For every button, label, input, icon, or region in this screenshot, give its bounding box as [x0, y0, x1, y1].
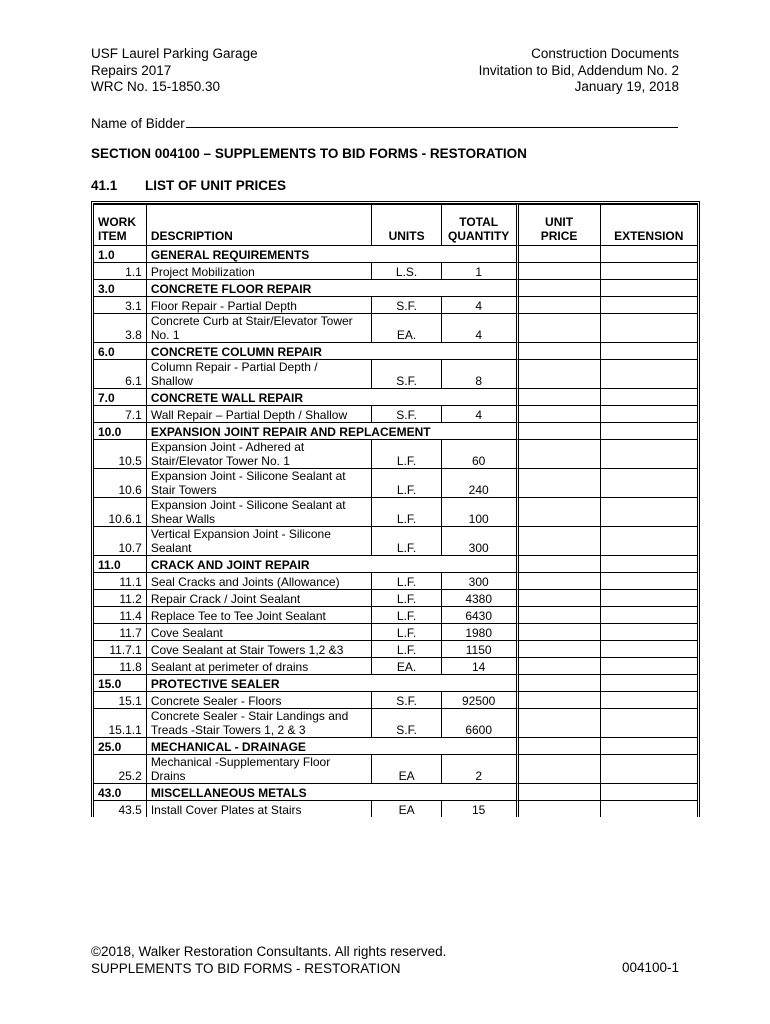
category-title: CONCRETE FLOOR REPAIR [146, 279, 372, 296]
category-title: EXPANSION JOINT REPAIR AND REPLACEMENT [146, 422, 516, 439]
unit-price-cell[interactable] [516, 691, 600, 708]
item-number: 10.6 [94, 468, 146, 497]
item-units: EA. [371, 657, 440, 674]
empty-cell [371, 342, 440, 359]
category-row [94, 737, 697, 754]
category-row [94, 245, 697, 262]
table-row [94, 262, 697, 279]
header-work-item: WORK ITEM [94, 204, 146, 245]
empty-cell [441, 279, 516, 296]
unit-price-cell[interactable] [516, 405, 600, 422]
item-quantity: 100 [441, 497, 516, 526]
extension-cell[interactable] [600, 783, 697, 800]
extension-cell[interactable] [600, 342, 697, 359]
item-units: L.F. [371, 439, 440, 468]
unit-price-cell[interactable] [516, 606, 600, 623]
table-row [94, 359, 697, 388]
category-title: CONCRETE WALL REPAIR [146, 388, 372, 405]
header-units: UNITS [371, 204, 440, 245]
item-quantity: 6600 [441, 708, 516, 737]
item-description: Concrete Curb at Stair/Elevator Tower No. 1 [146, 313, 372, 342]
unit-price-cell[interactable] [516, 657, 600, 674]
extension-cell[interactable] [600, 388, 697, 405]
item-number: 1.1 [94, 262, 146, 279]
item-description: Install Cover Plates at Stairs [146, 800, 372, 817]
table-row [94, 468, 697, 497]
item-units: S.F. [371, 296, 440, 313]
item-number: 6.1 [94, 359, 146, 388]
item-units: EA. [371, 313, 440, 342]
unit-price-cell[interactable] [516, 262, 600, 279]
empty-cell [441, 737, 516, 754]
item-number: 11.2 [94, 589, 146, 606]
item-number: 11.7.1 [94, 640, 146, 657]
item-quantity: 4380 [441, 589, 516, 606]
unit-price-cell[interactable] [516, 572, 600, 589]
item-quantity: 300 [441, 526, 516, 555]
empty-cell [441, 388, 516, 405]
unit-price-cell[interactable] [516, 555, 600, 572]
subsection-title [91, 178, 286, 193]
category-row [94, 279, 697, 296]
unit-price-cell[interactable] [516, 589, 600, 606]
item-quantity: 92500 [441, 691, 516, 708]
extension-cell[interactable] [600, 296, 697, 313]
item-units: L.F. [371, 526, 440, 555]
item-number: 10.6.1 [94, 497, 146, 526]
extension-cell[interactable] [600, 606, 697, 623]
bidder-name-line[interactable] [186, 114, 678, 128]
item-quantity: 1 [441, 262, 516, 279]
bidder-name-field [91, 114, 678, 131]
item-units: S.F. [371, 691, 440, 708]
header-extension: EXTENSION [600, 204, 697, 245]
subsection-label: LIST OF UNIT PRICES [145, 178, 287, 193]
item-units: L.F. [371, 572, 440, 589]
item-description: Seal Cracks and Joints (Allowance) [146, 572, 372, 589]
page-number: 004100-1 [621, 960, 679, 975]
unit-price-cell[interactable] [516, 313, 600, 342]
category-number: 10.0 [94, 422, 146, 439]
table-row [94, 439, 697, 468]
category-number: 7.0 [94, 388, 146, 405]
unit-price-cell[interactable] [516, 623, 600, 640]
item-units: L.F. [371, 623, 440, 640]
unit-price-cell[interactable] [516, 497, 600, 526]
table-row [94, 800, 697, 817]
extension-cell[interactable] [600, 657, 697, 674]
extension-cell[interactable] [600, 405, 697, 422]
item-description: Floor Repair - Partial Depth [146, 296, 372, 313]
item-quantity: 4 [441, 313, 516, 342]
extension-cell[interactable] [600, 754, 697, 783]
item-description: Cove Sealant at Stair Towers 1,2 &3 [146, 640, 372, 657]
extension-cell[interactable] [600, 313, 697, 342]
extension-cell[interactable] [600, 245, 697, 262]
extension-cell[interactable] [600, 279, 697, 296]
extension-cell[interactable] [600, 439, 697, 468]
table-row [94, 296, 697, 313]
unit-price-cell[interactable] [516, 342, 600, 359]
item-number: 15.1.1 [94, 708, 146, 737]
item-description: Expansion Joint - Adhered at Stair/Elevator Tower No. 1 [146, 439, 372, 468]
unit-price-cell[interactable] [516, 388, 600, 405]
item-number: 7.1 [94, 405, 146, 422]
unit-price-cell[interactable] [516, 754, 600, 783]
item-quantity: 1150 [441, 640, 516, 657]
item-units: L.F. [371, 640, 440, 657]
item-quantity: 60 [441, 439, 516, 468]
item-number: 10.7 [94, 526, 146, 555]
extension-cell[interactable] [600, 262, 697, 279]
extension-cell[interactable] [600, 691, 697, 708]
empty-cell [371, 737, 440, 754]
item-quantity: 4 [441, 296, 516, 313]
addendum-label: Invitation to Bid, Addendum No. 2 [478, 62, 679, 78]
item-units: EA [371, 800, 440, 817]
item-number: 11.7 [94, 623, 146, 640]
table-row [94, 754, 697, 783]
category-number: 43.0 [94, 783, 146, 800]
empty-cell [371, 279, 440, 296]
category-row [94, 555, 697, 572]
category-row [94, 422, 697, 439]
header-description: DESCRIPTION [146, 204, 372, 245]
item-number: 11.1 [94, 572, 146, 589]
item-quantity: 8 [441, 359, 516, 388]
extension-cell[interactable] [600, 468, 697, 497]
extension-cell[interactable] [600, 359, 697, 388]
item-description: Cove Sealant [146, 623, 372, 640]
header-total-quantity: TOTAL QUANTITY [441, 204, 516, 245]
table-row [94, 572, 697, 589]
empty-cell [371, 783, 440, 800]
unit-price-cell[interactable] [516, 800, 600, 817]
project-name: USF Laurel Parking Garage [91, 46, 258, 61]
category-number: 11.0 [94, 555, 146, 572]
extension-cell[interactable] [600, 555, 697, 572]
subsection-number: 41.1 [91, 178, 118, 193]
unit-price-cell[interactable] [516, 674, 600, 691]
extension-cell[interactable] [600, 572, 697, 589]
unit-price-cell[interactable] [516, 296, 600, 313]
item-number: 43.5 [94, 800, 146, 817]
empty-cell [441, 674, 516, 691]
table-row [94, 640, 697, 657]
category-number: 3.0 [94, 279, 146, 296]
category-title: MISCELLANEOUS METALS [146, 783, 372, 800]
document-type: Construction Documents [531, 46, 679, 61]
table-row [94, 497, 697, 526]
item-quantity: 6430 [441, 606, 516, 623]
bidder-label: Name of Bidder [91, 116, 185, 131]
item-units: L.F. [371, 589, 440, 606]
header-project-info [91, 46, 258, 96]
empty-cell [441, 342, 516, 359]
item-description: Column Repair - Partial Depth / Shallow [146, 359, 372, 388]
unit-price-cell[interactable] [516, 279, 600, 296]
item-description: Mechanical -Supplementary Floor Drains [146, 754, 372, 783]
item-quantity: 14 [441, 657, 516, 674]
project-number: WRC No. 15-1850.30 [91, 79, 221, 94]
extension-cell[interactable] [600, 737, 697, 754]
empty-cell [441, 783, 516, 800]
item-description: Expansion Joint - Silicone Sealant at Shear Walls [146, 497, 372, 526]
extension-cell[interactable] [600, 800, 697, 817]
category-title: MECHANICAL - DRAINAGE [146, 737, 372, 754]
table-row [94, 405, 697, 422]
unit-price-cell[interactable] [516, 245, 600, 262]
table-row [94, 606, 697, 623]
item-quantity: 2 [441, 754, 516, 783]
extension-cell[interactable] [600, 526, 697, 555]
item-units: S.F. [371, 708, 440, 737]
item-description: Repair Crack / Joint Sealant [146, 589, 372, 606]
header-unit-price: UNIT PRICE [516, 204, 600, 245]
table-row [94, 313, 697, 342]
item-description: Sealant at perimeter of drains [146, 657, 372, 674]
empty-cell [371, 674, 440, 691]
category-number: 1.0 [94, 245, 146, 262]
item-number: 25.2 [94, 754, 146, 783]
footer [91, 944, 446, 977]
document-date: January 19, 2018 [574, 79, 679, 94]
category-row [94, 674, 697, 691]
extension-cell[interactable] [600, 623, 697, 640]
table-row [94, 526, 697, 555]
item-quantity: 4 [441, 405, 516, 422]
unit-price-cell[interactable] [516, 737, 600, 754]
item-description: Concrete Sealer - Floors [146, 691, 372, 708]
unit-price-cell[interactable] [516, 783, 600, 800]
table-row [94, 623, 697, 640]
item-description: Concrete Sealer - Stair Landings and Treads -Stair Towers 1, 2 & 3 [146, 708, 372, 737]
empty-cell [371, 388, 440, 405]
item-number: 10.5 [94, 439, 146, 468]
extension-cell[interactable] [600, 497, 697, 526]
table-row [94, 708, 697, 737]
category-title: CRACK AND JOINT REPAIR [146, 555, 372, 572]
extension-cell[interactable] [600, 589, 697, 606]
category-row [94, 783, 697, 800]
item-units: S.F. [371, 359, 440, 388]
extension-cell[interactable] [600, 422, 697, 439]
item-quantity: 1980 [441, 623, 516, 640]
extension-cell[interactable] [600, 708, 697, 737]
item-units: L.F. [371, 606, 440, 623]
category-title: PROTECTIVE SEALER [146, 674, 372, 691]
item-description: Vertical Expansion Joint - Silicone Sealant [146, 526, 372, 555]
item-description: Wall Repair – Partial Depth / Shallow [146, 405, 372, 422]
item-units: L.S. [371, 262, 440, 279]
item-units: EA [371, 754, 440, 783]
table-row [94, 691, 697, 708]
unit-price-cell[interactable] [516, 708, 600, 737]
section-title: SECTION 004100 – SUPPLEMENTS TO BID FORMS - RESTORATION [91, 146, 527, 161]
item-units: S.F. [371, 405, 440, 422]
item-number: 11.8 [94, 657, 146, 674]
item-quantity: 300 [441, 572, 516, 589]
unit-price-cell[interactable] [516, 439, 600, 468]
category-number: 25.0 [94, 737, 146, 754]
unit-price-cell[interactable] [516, 640, 600, 657]
table-row [94, 657, 697, 674]
item-number: 15.1 [94, 691, 146, 708]
empty-cell [371, 555, 440, 572]
category-title: GENERAL REQUIREMENTS [146, 245, 372, 262]
category-title: CONCRETE COLUMN REPAIR [146, 342, 372, 359]
category-number: 6.0 [94, 342, 146, 359]
empty-cell [441, 555, 516, 572]
item-quantity: 15 [441, 800, 516, 817]
item-description: Expansion Joint - Silicone Sealant at Stair Towers [146, 468, 372, 497]
footer-doc-title: SUPPLEMENTS TO BID FORMS - RESTORATION [91, 960, 401, 976]
copyright-text: ©2018, Walker Restoration Consultants. All rights reserved. [91, 944, 447, 959]
item-description: Project Mobilization [146, 262, 372, 279]
project-subtitle: Repairs 2017 [91, 62, 172, 78]
item-quantity: 240 [441, 468, 516, 497]
table-header-row [94, 204, 697, 245]
header-document-info [479, 46, 679, 96]
item-number: 3.8 [94, 313, 146, 342]
category-row [94, 342, 697, 359]
extension-cell[interactable] [600, 674, 697, 691]
empty-cell [371, 245, 440, 262]
empty-cell [441, 245, 516, 262]
extension-cell[interactable] [600, 640, 697, 657]
item-description: Replace Tee to Tee Joint Sealant [146, 606, 372, 623]
item-number: 11.4 [94, 606, 146, 623]
unit-price-cell[interactable] [516, 359, 600, 388]
item-units: L.F. [371, 468, 440, 497]
unit-prices-table [91, 201, 700, 817]
item-units: L.F. [371, 497, 440, 526]
table-row [94, 589, 697, 606]
unit-price-cell[interactable] [516, 468, 600, 497]
unit-price-cell[interactable] [516, 526, 600, 555]
category-number: 15.0 [94, 674, 146, 691]
unit-price-cell[interactable] [516, 422, 600, 439]
item-number: 3.1 [94, 296, 146, 313]
category-row [94, 388, 697, 405]
